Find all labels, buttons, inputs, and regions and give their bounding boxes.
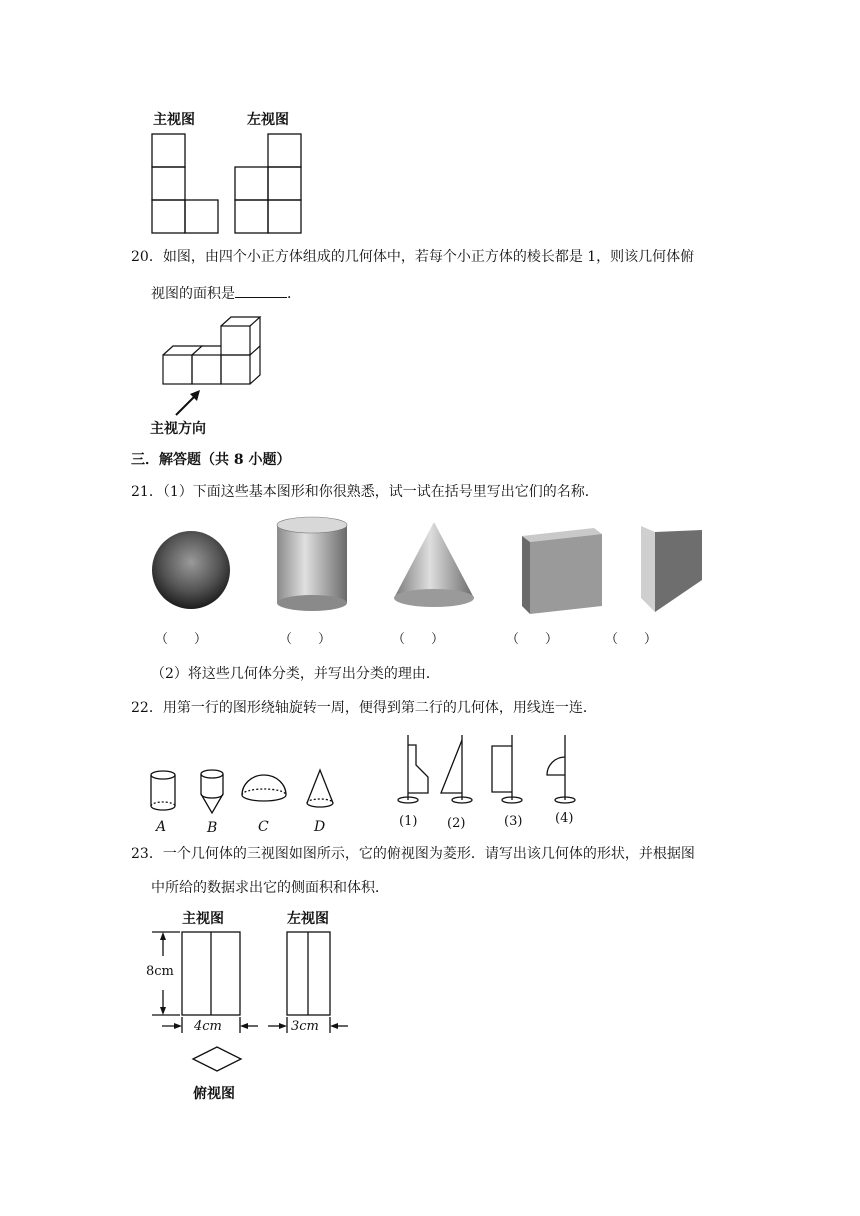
fig20-front-direction-label: 主视方向 — [150, 421, 206, 437]
fig23-front-width-label: 4cm — [194, 1019, 222, 1034]
q20-text-2b: ． — [287, 286, 301, 302]
q22-label-d: D — [314, 819, 326, 835]
q21-paren-1[interactable]: （ ） — [155, 632, 208, 647]
q22-label-b: B — [207, 820, 218, 836]
q22-label-1: (1) — [399, 814, 418, 829]
q22-text: 用第一行的图形绕轴旋转一周，便得到第二行的几何体，用线连一连． — [162, 700, 597, 716]
fig23-left-width-label: 3cm — [291, 1019, 319, 1034]
q23-line2: 中所给的数据求出它的侧面积和体积． — [151, 880, 389, 896]
q22-label-c: C — [258, 819, 269, 835]
q20-text-1: 如图，由四个小正方体组成的几何体中，若每个小正方体的棱长都是 1，则该几何体俯 — [162, 249, 695, 265]
q21-part2: （2）将这些几何体分类，并写出分类的理由． — [151, 666, 440, 682]
q21-paren-5[interactable]: （ ） — [605, 632, 658, 647]
q21-paren-4[interactable]: （ ） — [506, 632, 559, 647]
fig19-front-view-label: 主视图 — [153, 112, 195, 128]
fig23-top-view-label: 俯视图 — [193, 1086, 235, 1102]
q22-label-2: (2) — [447, 816, 466, 831]
q20-number: 20． — [131, 249, 163, 265]
fig23-height-label: 8cm — [146, 964, 174, 979]
q21-part1-text: （1）下面这些基本图形和你很熟悉，试一试在括号里写出它们的名称． — [162, 484, 599, 500]
q23-text-1: 一个几何体的三视图如图所示，它的俯视图为菱形．请写出该几何体的形状，并根据图 — [162, 846, 695, 862]
q21-number: 21． — [131, 484, 163, 500]
q21-paren-3[interactable]: （ ） — [392, 632, 445, 647]
q22-label-3: (3) — [504, 814, 523, 829]
q22-number: 22． — [131, 700, 163, 716]
q21-paren-2[interactable]: （ ） — [279, 632, 332, 647]
q20-text-2a: 视图的面积是 — [151, 286, 235, 302]
q22-label-a: A — [156, 819, 167, 835]
section3-title: 三．解答题（共 8 小题） — [131, 452, 291, 468]
q22-label-4: (4) — [555, 811, 574, 826]
fig23-left-view-label: 左视图 — [287, 911, 329, 927]
q23-number: 23． — [131, 846, 163, 862]
fig19-left-view-label: 左视图 — [247, 112, 289, 128]
fig23-front-view-label: 主视图 — [182, 911, 224, 927]
